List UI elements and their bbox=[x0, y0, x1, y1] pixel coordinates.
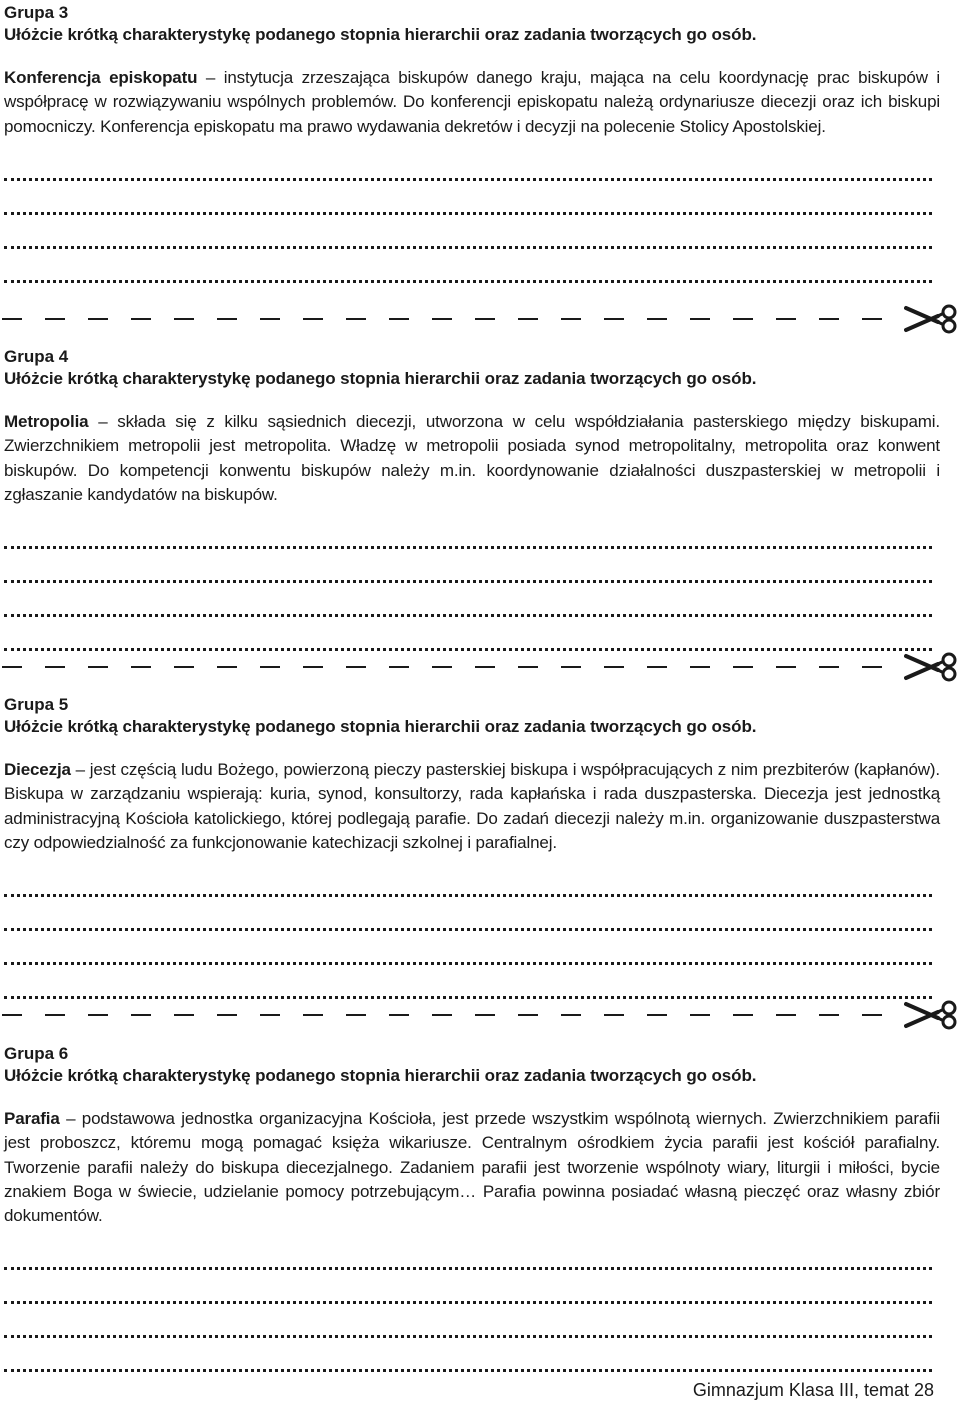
group-definition bbox=[4, 1107, 940, 1228]
definition-term: Metropolia bbox=[4, 412, 89, 431]
definition-term: Konferencja episkopatu bbox=[4, 68, 198, 87]
group-definition bbox=[4, 410, 940, 507]
answer-lines bbox=[4, 863, 940, 999]
group-title: Grupa 6 bbox=[4, 1044, 69, 1063]
answer-line[interactable] bbox=[4, 583, 932, 617]
group-definition bbox=[4, 66, 940, 139]
scissors-icon bbox=[904, 652, 960, 682]
definition-text: – podstawowa jednostka organizacyjna Kościoła, jest przede wszystkim wspólnotą wiernych. Zwierzchnikiem parafii jest proboszcz, któremu mogą pomagać księża wikariusze. Centralnym ośrodkiem życia parafii jest kościół parafialny. Tworzenie parafii należy do biskupa diecezjalnego. Zadaniem parafii jest tworzenie wspólnoty wiary, liturgii i miłości, bycie znakiem Boga w świecie, udzielanie pomocy potrzebującym… Parafia powinna posiadać własną pieczęć oraz własny zbiór dokumentów. bbox=[4, 1109, 940, 1226]
scissors-icon bbox=[904, 304, 960, 334]
answer-line[interactable] bbox=[4, 215, 932, 249]
answer-line[interactable] bbox=[4, 617, 932, 651]
definition-text: – składa się z kilku sąsiednich diecezji, utworzona w celu współdziałania pasterskiego między biskupami. Zwierzchnikiem metropolii jest metropolita. Władzę w metropolii posiada synod metropolitalny, metropolita oraz konwent biskupów. Do kompetencji konwentu biskupów należy m.in. koordynowanie działalności duszpasterskiej w metropolii i zgłaszanie kandydatów na biskupów. bbox=[4, 412, 940, 504]
answer-line[interactable] bbox=[4, 863, 932, 897]
answer-lines bbox=[4, 1236, 940, 1372]
group-5 bbox=[4, 694, 940, 999]
answer-line[interactable] bbox=[4, 1304, 932, 1338]
group-4 bbox=[4, 346, 940, 651]
group-title: Grupa 3 bbox=[4, 3, 69, 22]
definition-term: Diecezja bbox=[4, 760, 71, 779]
definition-text: – jest częścią ludu Bożego, powierzoną pieczy pasterskiej biskupa i współpracujących z nim prezbiterów (kapłanów). Biskupa w zarządzaniu wspierają: kuria, synod, konsultorzy, rada kapłańska i rada duszpasterska. Diecezja jest jednostką administracyjną Kościoła katolickiego, której podlegają parafie. Do zadań diecezji należy m.in. organizowanie duszpasterstwa czy odpowiedzialność za funkcjonowanie katechizacji szkolnej i parafialnej. bbox=[4, 760, 940, 852]
group-definition bbox=[4, 758, 940, 855]
answer-lines bbox=[4, 515, 940, 651]
group-instruction: Ułóżcie krótką charakterystykę podanego stopnia hierarchii oraz zadania tworzących go osób. bbox=[4, 25, 757, 44]
group-instruction: Ułóżcie krótką charakterystykę podanego stopnia hierarchii oraz zadania tworzących go osób. bbox=[4, 1066, 757, 1085]
definition-text: – instytucja zrzeszająca biskupów danego kraju, mająca na celu koordynację prac biskupów i współpracę w rozwiązywaniu wspólnych problemów. Do konferencji episkopatu należą ordynariusze diecezji oraz ich biskupi pomocniczy. Konferencja episkopatu ma prawo wydawania dekretów i decyzji na polecenie Stolicy Apostolskiej. bbox=[4, 68, 940, 136]
answer-line[interactable] bbox=[4, 181, 932, 215]
answer-line[interactable] bbox=[4, 931, 932, 965]
answer-line[interactable] bbox=[4, 515, 932, 549]
group-3 bbox=[4, 2, 940, 283]
answer-line[interactable] bbox=[4, 1236, 932, 1270]
answer-line[interactable] bbox=[4, 897, 932, 931]
answer-line[interactable] bbox=[4, 1338, 932, 1372]
group-title: Grupa 5 bbox=[4, 695, 69, 714]
cut-line bbox=[0, 652, 960, 682]
answer-line[interactable] bbox=[4, 1270, 932, 1304]
answer-line[interactable] bbox=[4, 249, 932, 283]
group-6 bbox=[4, 1043, 940, 1372]
answer-line[interactable] bbox=[4, 549, 932, 583]
dashed-cut-line bbox=[2, 666, 892, 668]
group-instruction: Ułóżcie krótką charakterystykę podanego stopnia hierarchii oraz zadania tworzących go osób. bbox=[4, 369, 757, 388]
dashed-cut-line bbox=[2, 318, 892, 320]
group-instruction: Ułóżcie krótką charakterystykę podanego stopnia hierarchii oraz zadania tworzących go osób. bbox=[4, 717, 757, 736]
page-footer: Gimnazjum Klasa III, temat 28 bbox=[692, 1380, 934, 1400]
scissors-icon bbox=[904, 1000, 960, 1030]
definition-term: Parafia bbox=[4, 1109, 60, 1128]
group-title: Grupa 4 bbox=[4, 347, 69, 366]
answer-line[interactable] bbox=[4, 147, 932, 181]
cut-line bbox=[0, 1000, 960, 1030]
answer-lines bbox=[4, 147, 940, 283]
cut-line bbox=[0, 304, 960, 334]
answer-line[interactable] bbox=[4, 965, 932, 999]
dashed-cut-line bbox=[2, 1014, 892, 1016]
